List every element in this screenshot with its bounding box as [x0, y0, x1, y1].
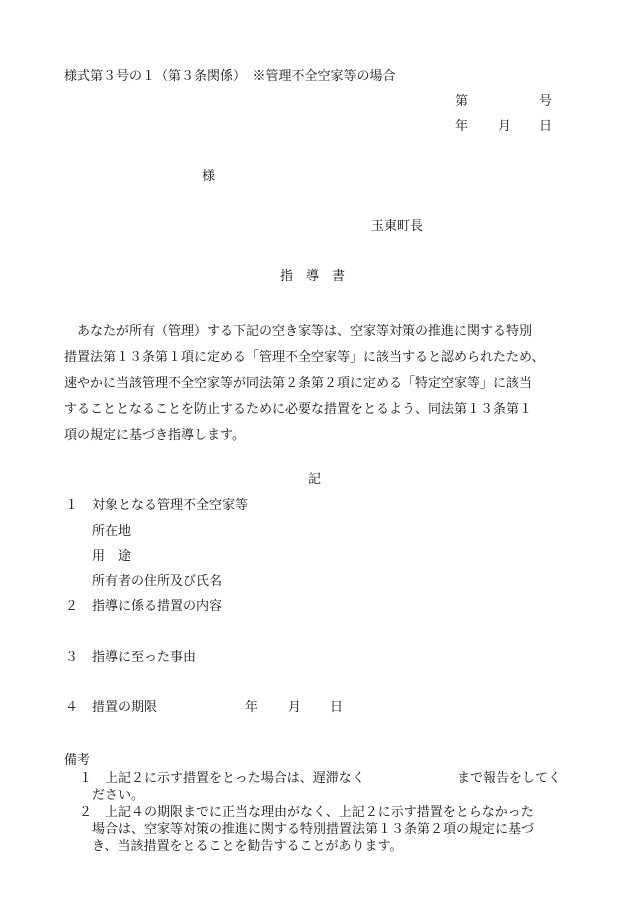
note-number: １	[79, 771, 93, 786]
note-text: き、当該措置をとることを勧告することがあります。	[92, 839, 403, 854]
item-sub-label: 所有者の住所及び氏名	[92, 574, 223, 589]
note-text: ださい。	[92, 788, 145, 803]
note-text: 上記４の期限までに正当な理由がなく、上記２に示す措置をとらなかった	[105, 805, 534, 820]
doc-number-go: 号	[539, 94, 553, 109]
ki-heading: 記	[308, 472, 322, 487]
item-number: ３	[65, 650, 79, 665]
body-paragraph	[64, 319, 574, 449]
note-number: ２	[79, 805, 93, 820]
note-text: 場合は、空家等対策の推進に関する特別措置法第１３条第２項の規定に基づ	[92, 822, 535, 837]
item-sub-label: 用 途	[92, 549, 132, 564]
item-number: ４	[65, 700, 79, 715]
deadline-day: 日	[330, 700, 344, 715]
body-line: 項の規定に基づき指導します。	[64, 428, 245, 443]
item-sub-label: 所在地	[92, 524, 132, 539]
document-title: 指 導 書	[280, 269, 346, 284]
deadline-month: 月	[288, 700, 302, 715]
form-header: 様式第３号の１（第３条関係） ※管理不全空家等の場合	[64, 69, 396, 84]
date-month: 月	[498, 119, 512, 134]
body-line: 速やかに当該管理不全空家等が同法第２条第２項に定める「特定空家等」に該当	[64, 376, 533, 391]
item-label: 措置の期限	[92, 700, 158, 715]
addressee-suffix: 様	[202, 169, 216, 184]
item-number: １	[65, 498, 79, 513]
notes-heading: 備考	[64, 753, 91, 768]
body-line: することとなることを防止するために必要な措置をとるよう、同法第１３条第１	[64, 402, 533, 417]
item-number: ２	[65, 599, 79, 614]
note-text: まで報告をしてく	[457, 771, 562, 786]
issuer-name: 玉東町長	[371, 219, 424, 234]
date-day: 日	[539, 119, 553, 134]
deadline-year: 年	[245, 700, 259, 715]
doc-number-dai: 第	[455, 94, 469, 109]
body-line: あなたが所有（管理）する下記の空き家等は、空家等対策の推進に関する特別	[77, 324, 533, 339]
note-text: 上記２に示す措置をとった場合は、遅滞なく	[105, 771, 365, 786]
item-label: 対象となる管理不全空家等	[92, 498, 249, 513]
body-line: 措置法第１３条第１項に定める「管理不全空家等」に該当すると認められたため、	[64, 350, 545, 365]
item-label: 指導に至った事由	[92, 650, 197, 665]
date-year: 年	[455, 119, 469, 134]
item-label: 指導に係る措置の内容	[92, 599, 223, 614]
